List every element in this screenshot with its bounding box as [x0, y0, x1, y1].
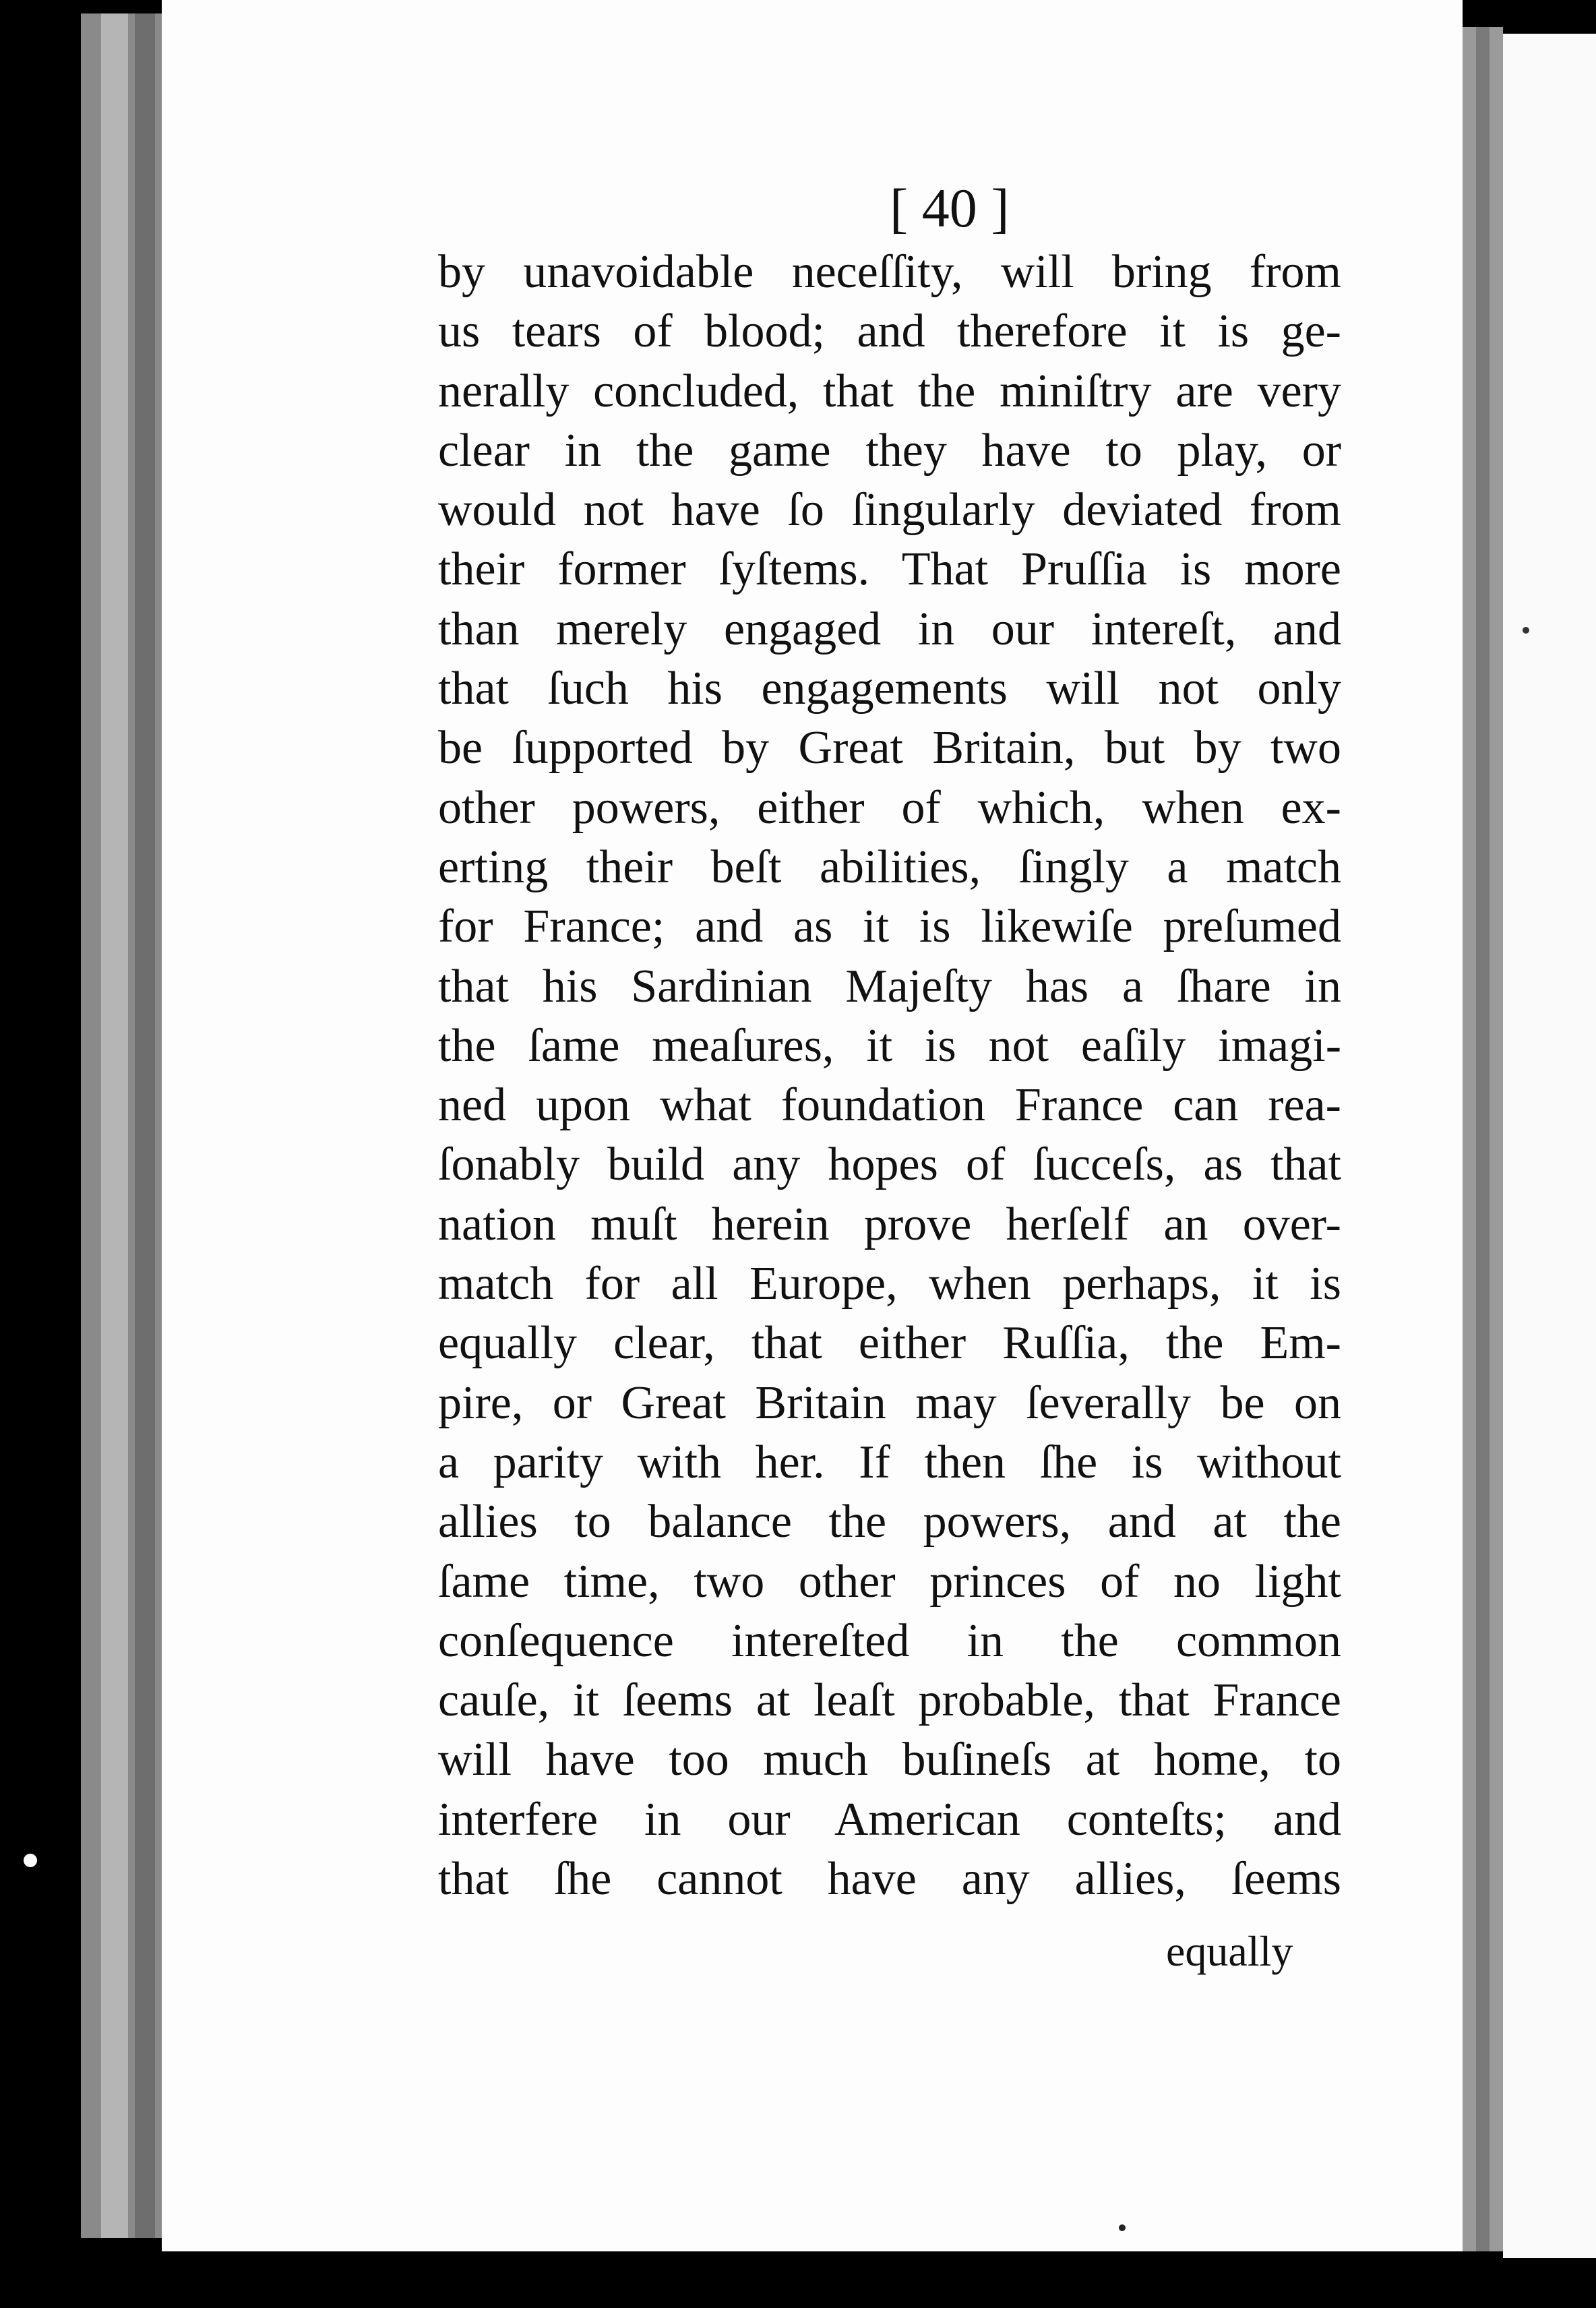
catchword: equally [1166, 1927, 1293, 1975]
text-line: equally clear, that either Ruſſia, the Em- [438, 1317, 1341, 1370]
text-line: will have too much buſineſs at home, to [438, 1734, 1341, 1786]
text-line: erting their beſt abilities, ſingly a match [438, 841, 1341, 893]
text-line: other powers, either of which, when ex- [438, 781, 1341, 834]
text-line: clear in the game they have to play, or [438, 424, 1341, 477]
text-line: match for all Europe, when perhaps, it is [438, 1258, 1341, 1310]
text-line: their former ſyſtems. That Pruſſia is more [438, 543, 1341, 596]
text-line: that ſuch his engagements will not only [438, 663, 1341, 715]
text-line: nation muſt herein prove herſelf an over- [438, 1198, 1341, 1250]
text-line: that his Sardinian Majeſty has a ſhare in [438, 960, 1341, 1012]
page-number: [ 40 ] [890, 177, 1010, 239]
text-line: than merely engaged in our intereſt, and [438, 603, 1341, 655]
text-line: be ſupported by Great Britain, but by two [438, 722, 1341, 775]
text-line: interfere in our American conteſts; and [438, 1793, 1341, 1846]
text-line: allies to balance the powers, and at the [438, 1496, 1341, 1548]
text-line: ſame time, two other princes of no light [438, 1555, 1341, 1608]
text-line: for France; and as it is likewiſe preſumed [438, 901, 1341, 953]
text-line: cauſe, it ſeems at leaſt probable, that France [438, 1674, 1341, 1727]
text-line: conſequence intereſted in the common [438, 1614, 1341, 1667]
text-line: by unavoidable neceſſity, will bring from [438, 246, 1341, 298]
text-line: the ſame meaſures, it is not eaſily imagi- [438, 1019, 1341, 1072]
body-text [438, 243, 1341, 1909]
next-page-strip [1503, 34, 1596, 2258]
text-line: pire, or Great Britain may ſeverally be on [438, 1376, 1341, 1429]
text-line: a parity with her. If then ſhe is without [438, 1436, 1341, 1488]
text-line: nerally concluded, that the miniſtry are very [438, 365, 1341, 417]
text-line: us tears of blood; and therefore it is ge- [438, 305, 1341, 358]
text-line: that ſhe cannot have any allies, ſeems [438, 1853, 1341, 1906]
text-line: would not have ſo ſingularly deviated from [438, 484, 1341, 537]
text-line: ned upon what foundation France can rea- [438, 1079, 1341, 1132]
text-line: ſonably build any hopes of ſucceſs, as that [438, 1138, 1341, 1191]
